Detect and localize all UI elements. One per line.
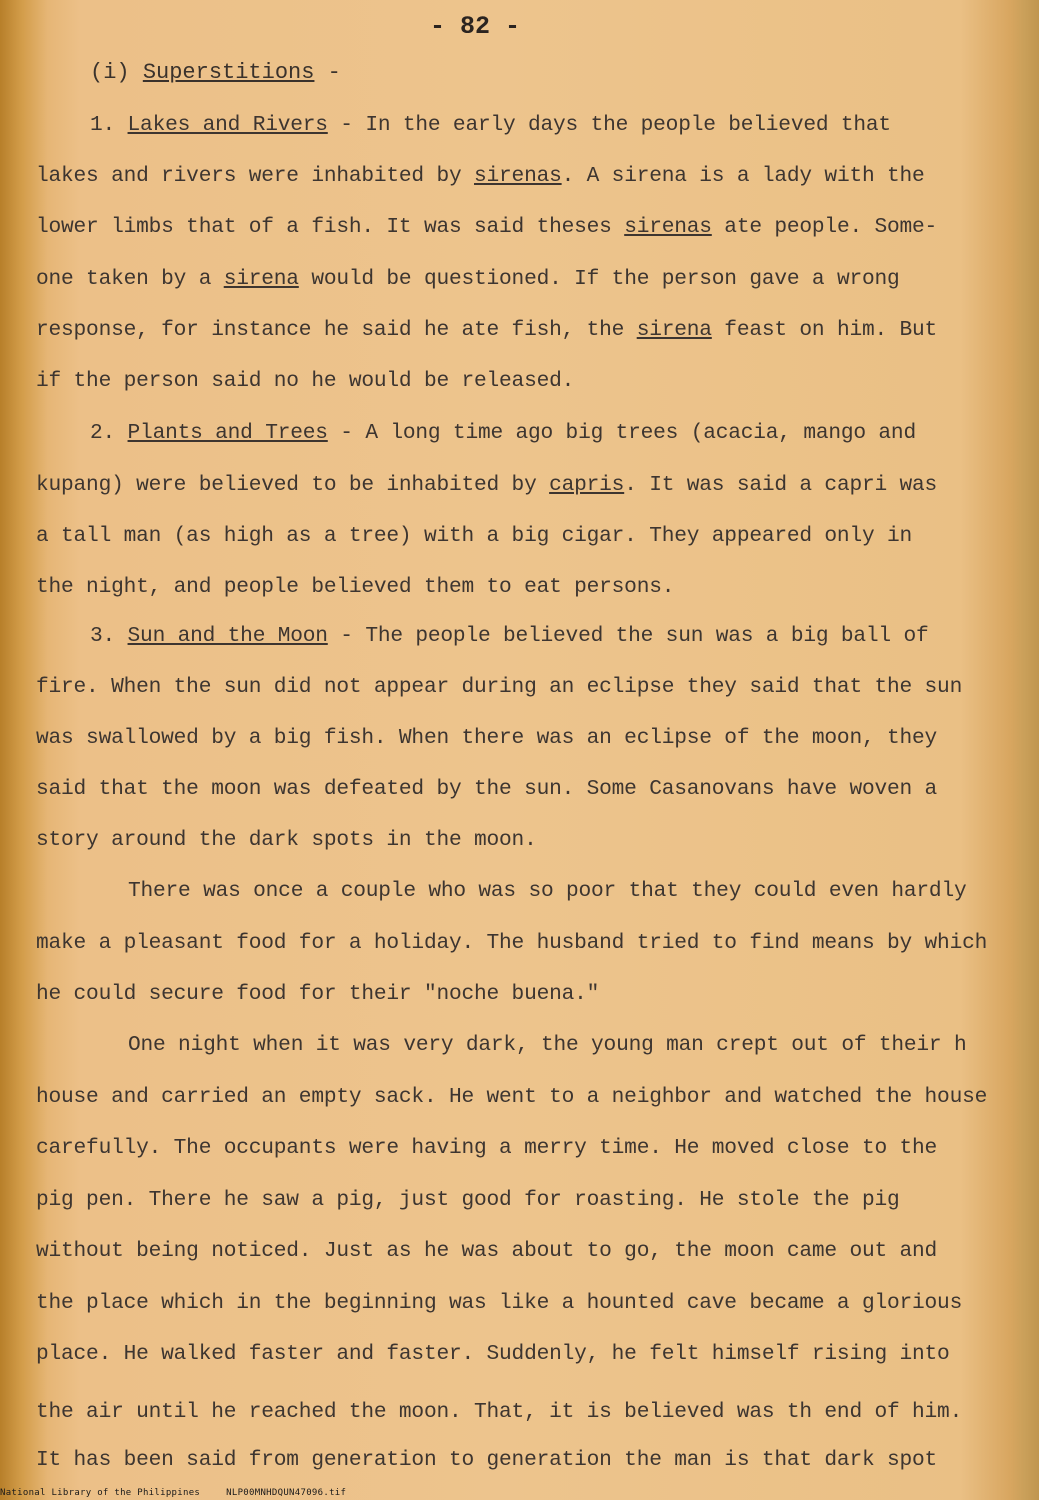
text-line: house and carried an empty sack. He went to a neighbor and watched the house [36,1085,988,1109]
page-number: - 82 - [429,12,520,41]
text-line: lower limbs that of a fish. It was said theses sirenas ate people. Some- [36,215,938,239]
heading-title: Superstitions [142,60,315,85]
text-line: 3. Sun and the Moon - The people believed the sun was a big ball of [90,624,929,648]
text-line: the night, and people believed them to eat persons. [36,575,675,599]
text-line: One night when it was very dark, the young man crept out of their h [128,1033,967,1057]
text-line: carefully. The occupants were having a merry time. He moved close to the [36,1136,938,1160]
subheading-lakes-and-rivers: Lakes and Rivers [127,113,328,137]
text-line: story around the dark spots in the moon. [36,828,537,852]
text-line: 1. Lakes and Rivers - In the early days the people believed that [90,113,891,137]
text-line: without being noticed. Just as he was about to go, the moon came out and [36,1239,938,1263]
text-line: response, for instance he said he ate fish, the sirena feast on him. But [36,318,938,342]
text-line: place. He walked faster and faster. Suddenly, he felt himself rising into [36,1342,950,1366]
text-line: was swallowed by a big fish. When there was an eclipse of the moon, they [36,726,938,750]
text-line: There was once a couple who was so poor that they could even hardly [128,879,967,903]
text-line: 2. Plants and Trees - A long time ago big trees (acacia, mango and [90,421,916,445]
text-line: he could secure food for their "noche buena." [36,982,600,1006]
text-line: said that the moon was defeated by the sun. Some Casanovans have woven a [36,777,938,801]
heading-suffix: - [314,60,341,85]
subheading-sun-and-the-moon: Sun and the Moon [127,624,328,648]
text-line: kupang) were believed to be inhabited by capris. It was said a capri was [36,473,938,497]
text-line: pig pen. There he saw a pig, just good for roasting. He stole the pig [36,1188,900,1212]
heading-prefix: (i) [90,60,143,85]
text-line: the air until he reached the moon. That, it is believed was th end of him. [36,1400,963,1424]
text-line: if the person said no he would be released. [36,369,575,393]
text-line: lakes and rivers were inhabited by sirenas. A sirena is a lady with the [36,164,925,188]
text-line: make a pleasant food for a holiday. The husband tried to find means by which [36,931,988,955]
text-line: fire. When the sun did not appear during an eclipse they said that the sun [36,675,963,699]
section-heading [90,60,341,85]
file-name: NLP00MNHDQUN47096.tif [226,1488,347,1498]
text-line: It has been said from generation to generation the man is that dark spot [36,1448,938,1472]
scan-footer [0,1488,372,1498]
text-line: one taken by a sirena would be questioned. If the person gave a wrong [36,267,900,291]
text-line: the place which in the beginning was like a hounted cave became a glorious [36,1291,963,1315]
subheading-plants-and-trees: Plants and Trees [127,421,328,445]
library-name: National Library of the Philippines [0,1488,201,1498]
text-line: a tall man (as high as a tree) with a big cigar. They appeared only in [36,524,913,548]
